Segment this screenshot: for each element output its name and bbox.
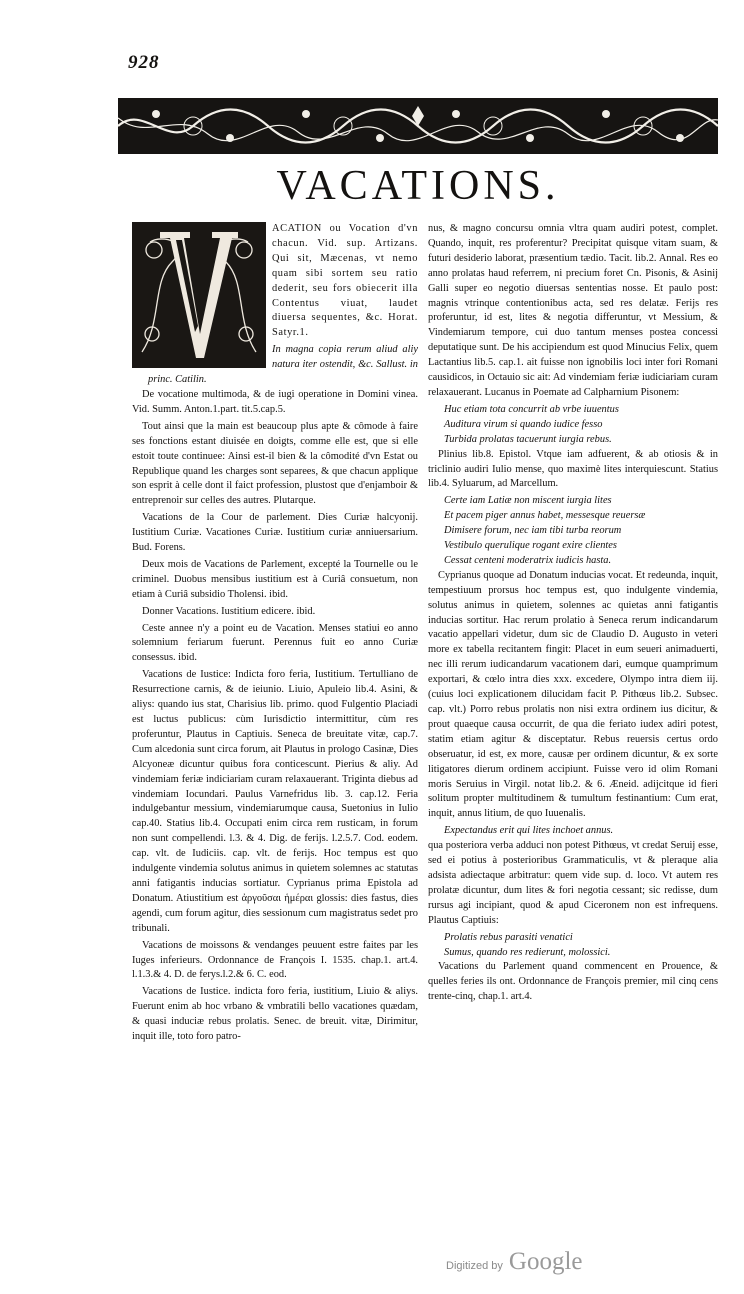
paragraph: Vacations de moissons & vendanges peuuent estre faites par les Iuges inferieurs. Ordonnance de François I. 1535. chap.1. art.4. l.1.3.& 4. D. de ferys.l.2.& 6. C. eod. (132, 939, 418, 981)
google-logo: Google (508, 1248, 583, 1275)
page-title: VACATIONS. (276, 163, 560, 209)
right-column (428, 222, 718, 1007)
paragraph: Vacations de Iustice: Indicta foro feria, Iustitium. Tertulliano de Resurrectione carnis, & de ieiunio. Liuio, Apuleio lib.4. Asini, & aliys: quando ius stat, Charisius lib. primo. quod Fulgentio Placiadi est luctus publicus: cùm Iurisdictio intermittitur, cùm res proferuntur, Plautus in Captiuis. Seneca de breuitate vitæ, cap.7. Cum alcedonia sunt circa forum, ait Plautus in prologo Casinæ, Dies Alcyoneæ dicuntur quibus fora conticescunt. Pierius & aliy. Ad vindemiam feriæ indiciariam curam relaxauerant. Triginta diebus ad vindemiam Iocundari. Paulus Varnefridus lib. 3. cap.12. Feria indulgebantur messium, vindemiarumque causa, Suetonius in Iulio cap.40. Statius lib.4. Occupati enim circa rem rusticam, in forum non sunt compellendi. l.3. & 4. Dig. de ferijs. l.2.5.7. Cod. eodem. cap. vlt. de Iudiciis. cap. vlt. de ferijs. Hoc tempus est quo indulgente vindemia solutus animus in quietem solemnes ac statutas anni fatigantis inducias sortiatur. Cyprianus prima Epistola ad Donatum. Atiustitium est ἀργοῦσαι ἡμέραι glossis: dies fastus, dies agendi, cum forum agitur, dies sessionum cum magistratus sedet pro tribunali. (132, 669, 418, 934)
verse-line: Et pacem piger annus habet, messesque reuersæ (444, 510, 646, 522)
verse-line: Cessat centeni moderatrix iudicis hasta. (444, 554, 612, 566)
verse-line: Auditura virum si quando iudice fesso (444, 418, 603, 430)
quotation: In magna copia rerum aliud aliy natura iter ostendit, &c. Sallust. in princ. Catilin. (148, 344, 418, 386)
paragraph: Ceste annee n'y a point eu de Vacation. Menses statiui eo anno solemnium feriarum fuerunt. Perennus fuit eo anno Curiæ consessus. ibid. (132, 622, 418, 664)
verse-line: Prolatis rebus parasiti venatici (444, 931, 573, 943)
paragraph: Donner Vacations. Iustitium edicere. ibid. (142, 605, 316, 617)
ornamental-headpiece (118, 98, 718, 154)
paragraph: qua posteriora verba adduci non potest Pithœus, vt credat Seruij esse, sed ei potius à posterioribus Grammaticulis, vt & pleraque alia adsista adiectaque arbitratur: quem vide sup. d. loco. Vt autem res prolatæ dicuntur, dum lites & fori negotia cessant; sic redisse, dum rursus agi incipiant, quod & apud Ciceronem non est infrequens. Plautus Captiuis: (428, 840, 718, 926)
paragraph: Vacations de la Cour de parlement. Dies Curiæ halcyonij. Iustitium Curiæ. Vacationes Curiæ. Iustitium curiæ anniuersarium. Bud. Forens. (132, 512, 418, 554)
paragraph: Cyprianus quoque ad Donatum inducias vocat. Et redeunda, inquit, tempestiuum prorsus hoc tempus est, quo indulgente vindemia, solutus animus in quietem, solennes ac quietas anni fatigantis inducias sortitur. Hac rerum prolatio à Seneca rerum indicandarum vacatio appellari videtur, dum sic de Claudio D. Augusto in veteri more ex tabella recitantem fingit: Placet in eum seueri animaduerti, nec illi rerum iudicandarum vacationem dari, eumque quamprimum exportari, & cœlo intra dies xxx. excedere, Olympo intra diem iij. (cuius loci explicationem dilucidam facit P. Pithœus lib.2. Subsec. cap. vlt.) Porro rebus prolatis non nisi extra ordinem ius dicitur, & prout quaeque causa occurrit, de qua die feriato iudex adiri potest, statim etiam agitur & disceptatur. Rebus reuersis certus ordo obseruatur, id est, ex more, causæ per ordinem dicuntur, & ex sorte litigatores dierum ordinem accipiunt. Fuisse vero id olim Romani moris Seruius in Virgil. notat lib.2. & 6. Æneid. adijcitque id fieri solitum propter multitudinem & tumultum festinantium: Cum erat, inquit, annus litium, de quo Iuuenalis. (428, 569, 718, 820)
decorated-initial-v (132, 222, 266, 368)
verse-line: Certe iam Latiæ non miscent iurgia lites (444, 495, 612, 507)
digitization-watermark (446, 1248, 583, 1276)
digitized-by-label: Digitized by (446, 1260, 503, 1272)
paragraph: Vacations de Iustice. indicta foro feria, iustitium, Liuio & aliys. Fuerunt enim ab hoc vrbano & vmbratili bello vacationes quædam, & quasi induciæ rebus prolatis. Senec. de breuit. vitæ, Dirimitur, inquit ille, toto foro patro- (132, 986, 418, 1043)
paragraph: Deux mois de Vacations de Parlement, excepté la Tournelle ou le criminel. Duobus mensibus iustitium est à Curiâ consuetum, non etiam à Curiâ subsidio Tholensi. ibid. (132, 558, 418, 600)
paragraph: ACATION ou Vocation d'vn chacun. Vid. sup. Artizans. Qui sit, Mæcenas, vt nemo quam sibi sortem seu ratio dederit, seu fors obiecerit illa Contentus viuat, laudet diuersa sequentes, &c. Horat. Satyr.1. (272, 223, 418, 339)
verse-line: Sumus, quando res redierunt, molossici. (444, 946, 611, 958)
verse-line: Turbida prolatas tacuerunt iurgia rebus. (444, 433, 612, 445)
verse-line: Vestibulo querulique rogant exire clientes (444, 540, 617, 552)
verse-line: Dimisere forum, nec iam tibi turba reorum (444, 525, 622, 537)
paragraph: Vacations du Parlement quand commencent en Prouence, & quelles feries ils ont. Ordonnance de François premier, mil cinq cens trente-cinq, chap.1. art.4. (428, 961, 718, 1003)
page-number: 928 (128, 52, 160, 73)
left-column (132, 222, 418, 1047)
verse-line: Huc etiam tota concurrit ab vrbe iuuentus (444, 403, 619, 415)
verse-line: Expectandus erit qui lites inchoet annus. (444, 825, 614, 837)
paragraph: De vocatione multimoda, & de iugi operatione in Domini vinea. Vid. Summ. Anton.1.part. tit.5.cap.5. (132, 388, 418, 415)
paragraph: Tout ainsi que la main est beaucoup plus apte & cômode à faire ses fonctions estant diuisée en doigts, comme elle est, que si elle estoit toute continuee: Ainsi est-il bien & la cômodité d'vn Estat ou Republique quand les charges sont separees, & que chacun applique son esprit à celle dont il faict profession, plustost que d'enjamboir & entreprenoir sur celles des autres. Plutarque. (132, 420, 418, 507)
paragraph: Plinius lib.8. Epistol. Vtque iam adfuerent, & ab otiosis & in triclinio audiri Iulio mense, quo maximè lites interquiescunt. Statius lib.4. Syluarum, ad Marcellum. (428, 448, 718, 490)
paragraph: nus, & magno concursu omnia vltra quam audiri potest, complet. Quando, inquit, res proferentur? Precipitat quisque vitam suam, & futuri desiderio laborat, præsentium tædio. Tacit. lib.2. Annal. Res eo anno prolatas haud referrem, ni precium foret Cn. Pisonis, & Asinij Galli super eo negotio diuersas sententias nosse. Et paulo post: magnis vtrinque contentionibus acta, sed res delatæ. Ferijs res proferuntur, id est, lites & negotia differuntur, vt Messium, & Vindemiarum tempore, cui duo tantum menses postea concessi deputatique sunt. De his accipiendum est quod Minucius Felix, quem Lactantius lib.5. cap.1. ait fuisse non ignobilis loci inter fori Romani causidicos, in Octauio sic ait: Ad vindemiam feriæ iudiciariam curam relaxauerant. Lucanus in Poemate ad Calpharnium Pisonem: (428, 223, 718, 398)
